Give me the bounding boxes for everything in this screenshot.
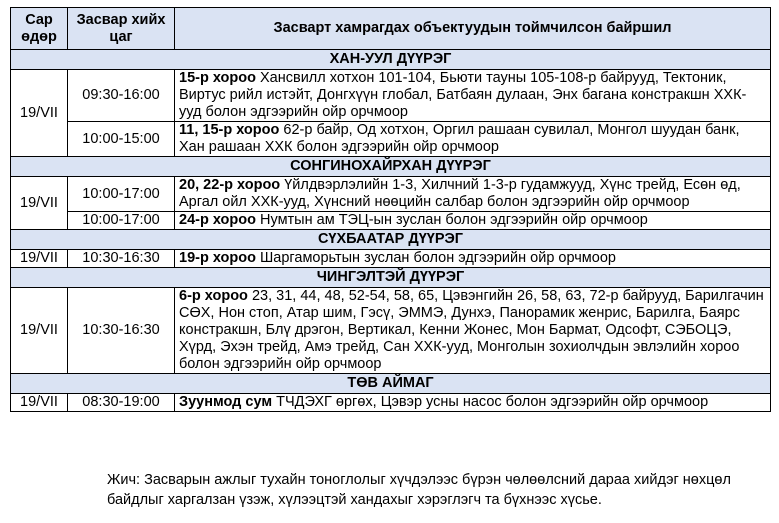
khoroo-label: 19-р хороо (179, 250, 256, 266)
location-cell (175, 177, 771, 212)
table-row (11, 177, 771, 212)
time-cell: 09:30-16:00 (68, 70, 175, 122)
location-cell (175, 122, 771, 157)
header-row (11, 8, 771, 50)
khoroo-label: 11, 15-р хороо (179, 122, 280, 138)
khoroo-label: Зуунмод сум (179, 394, 273, 410)
khoroo-label: 24-р хороо (179, 212, 256, 228)
time-cell: 08:30-19:00 (68, 394, 175, 412)
time-cell: 10:00-17:00 (68, 212, 175, 230)
location-text: ТЧДЭХГ өргөх, Цэвэр усны насос болон эдгээрийн ойр орчмоор (272, 394, 709, 410)
district-name: СҮХБААТАР ДҮҮРЭГ (11, 230, 771, 250)
district-name: ЧИНГЭЛТЭЙ ДҮҮРЭГ (11, 268, 771, 288)
date-cell: 19/VII (11, 288, 68, 374)
khoroo-label: 15-р хороо (179, 70, 256, 86)
district-name: СОНГИНОХАЙРХАН ДҮҮРЭГ (11, 157, 771, 177)
date-cell: 19/VII (11, 250, 68, 268)
outage-schedule-table (10, 7, 771, 412)
header-location: Засварт хамрагдах объектуудын тоймчилсон байршил (175, 8, 771, 50)
table-row (11, 212, 771, 230)
table-row (11, 394, 771, 412)
time-cell: 10:30-16:30 (68, 250, 175, 268)
location-cell (175, 70, 771, 122)
district-row (11, 374, 771, 394)
location-cell (175, 394, 771, 412)
date-cell: 19/VII (11, 394, 68, 412)
district-row (11, 157, 771, 177)
district-name: ТӨВ АЙМАГ (11, 374, 771, 394)
location-cell (175, 288, 771, 374)
khoroo-label: 20, 22-р хороо (179, 177, 281, 193)
header-date: Сар өдөр (11, 8, 68, 50)
district-name: ХАН-УУЛ ДҮҮРЭГ (11, 50, 771, 70)
table-row (11, 288, 771, 374)
location-cell (175, 250, 771, 268)
table-row (11, 250, 771, 268)
khoroo-label: 6-р хороо (179, 288, 248, 304)
location-text: Үйлдвэрлэлийн 1-3, Хилчний 1-3-р гудамжууд, Хүнс трейд, Есөн өд, Аргал ойл ХХК-ууд, Хүнсний нөөцийн салбар болон эдгээрийн ойр орчмоор (179, 177, 741, 210)
time-cell: 10:00-15:00 (68, 122, 175, 157)
footnote: Жич: Засварын ажлыг тухайн тоноглолыг хүчдэлээс бүрэн чөлөөлсний дараа хийдэг нөхцөл байдлыг харгалзан үзэж, хүлээцтэй хандахыг хэрэглэгч та бүхнээс хүсье. (107, 472, 731, 508)
table-row (11, 70, 771, 122)
location-text: Шаргаморьтын зуслан болон эдгээрийн ойр орчмоор (255, 250, 616, 266)
location-cell (175, 212, 771, 230)
location-text: 23, 31, 44, 48, 52-54, 58, 65, Цэвэнгийн 26, 58, 63, 72-р байрууд, Барилгачин СӨХ, Нон стоп, Атар шим, Гэсү, ЭММЭ, Дунхэ, Панорамик женрис, Барилга, Баярс констракшн, Блү дрэгон, Вертикал, Кенни Жонес, Мон Бармат, Одсофт, СЭБОЦЭ, Хүрд, Эхэн трейд, Амэ трейд, Сан ХХК-ууд, Монголын зохиолчдын эвлэлийн хороо болон эдгээрийн ойр орчмоор (179, 288, 764, 372)
district-row (11, 50, 771, 70)
location-text: Хансвилл хотхон 101-104, Бьюти тауны 105-108-р байрууд, Тектоник, Виртус рийл истэйт, Донгхүүн глобал, Батбаян дулаан, Энх багана констракшн ХХК-ууд болон эдгээрийн ойр орчмоор (179, 70, 747, 120)
district-row (11, 268, 771, 288)
date-cell: 19/VII (11, 177, 68, 230)
time-cell: 10:00-17:00 (68, 177, 175, 212)
location-text: 62-р байр, Од хотхон, Оргил рашаан сувилал, Монгол шуудан банк, Хан рашаан ХХК болон эдгээрийн ойр орчмоор (179, 122, 740, 155)
table-row (11, 122, 771, 157)
time-cell: 10:30-16:30 (68, 288, 175, 374)
location-text: Нумтын ам ТЭЦ-ын зуслан болон эдгээрийн ойр орчмоор (255, 212, 648, 228)
date-cell: 19/VII (11, 70, 68, 157)
header-time: Засвар хийх цаг (68, 8, 175, 50)
district-row (11, 230, 771, 250)
